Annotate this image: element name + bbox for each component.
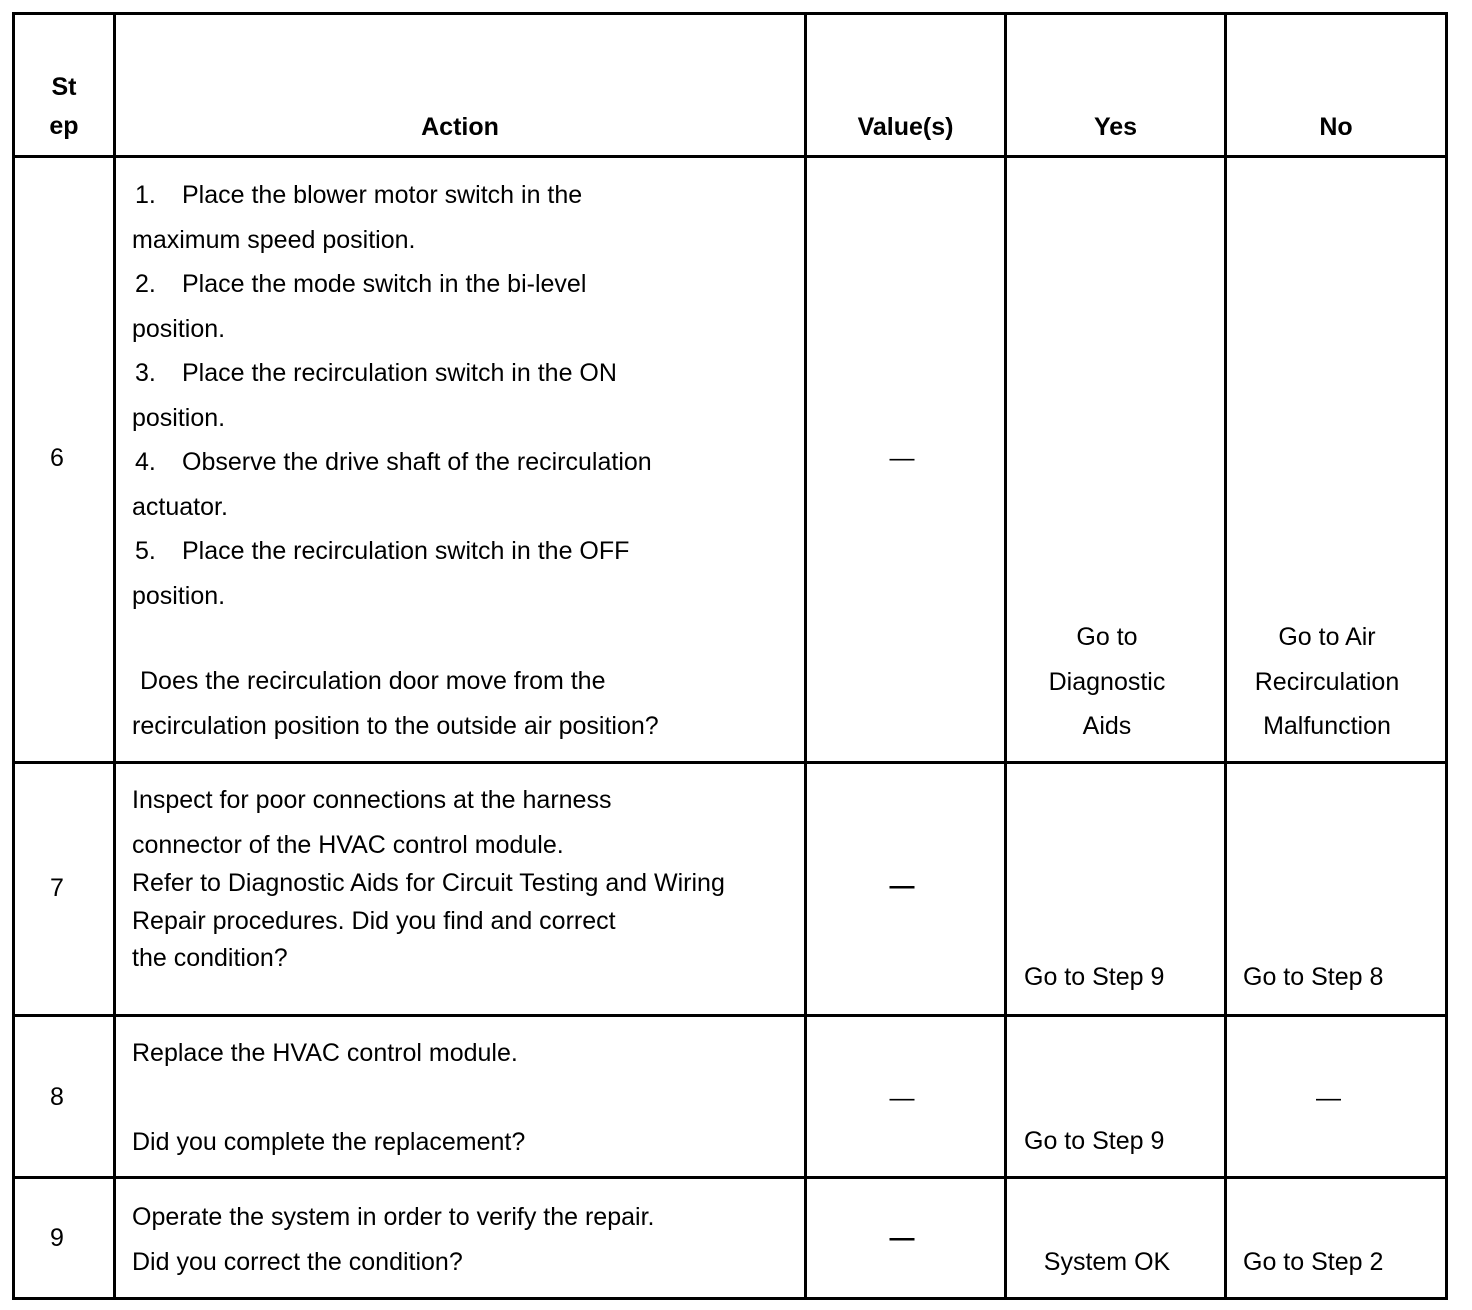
action-step-3: 3. Place the recirculation switch in the ON bbox=[135, 359, 617, 387]
action-step-4-cont: actuator. bbox=[132, 492, 228, 521]
action-step-4: 4. Observe the drive shaft of the recirculation bbox=[135, 448, 652, 476]
action-9: Operate the system in order to verify the repair. Did you correct the condition? bbox=[132, 1203, 655, 1276]
table-border-bottom bbox=[12, 1297, 1448, 1300]
step-number-8: 8 bbox=[50, 1083, 64, 1111]
action-step-1-cont: maximum speed position. bbox=[132, 225, 416, 254]
action-step-5-cont: position. bbox=[132, 581, 226, 610]
action-8a: Replace the HVAC control module. bbox=[132, 1039, 518, 1067]
diagnostic-table bbox=[12, 12, 1448, 1300]
header-step: St ep bbox=[49, 73, 79, 140]
action-step-1: 1. Place the blower motor switch in the bbox=[135, 181, 583, 209]
no-8: — bbox=[1316, 1084, 1341, 1112]
no-6: Go to Air Recirculation Malfunction bbox=[1254, 623, 1400, 740]
yes-9: System OK bbox=[1043, 1248, 1171, 1276]
row-divider-6-7 bbox=[12, 761, 1448, 764]
row-divider-8-9 bbox=[12, 1176, 1448, 1179]
yes-8: Go to Step 9 bbox=[1024, 1127, 1165, 1155]
question-6: Does the recirculation door move from the recirculation position to the outside air position? bbox=[132, 667, 659, 740]
action-8b: Did you complete the replacement? bbox=[132, 1128, 526, 1156]
table-border-top bbox=[12, 12, 1448, 15]
header-no: No bbox=[1319, 113, 1353, 141]
step-number-7: 7 bbox=[50, 874, 64, 902]
no-9: Go to Step 2 bbox=[1243, 1248, 1384, 1276]
yes-6: Go to Diagnostic Aids bbox=[1048, 623, 1166, 740]
step-number-9: 9 bbox=[50, 1224, 64, 1252]
value-9: — bbox=[889, 1224, 915, 1252]
value-8: — bbox=[889, 1084, 915, 1112]
step-number-6: 6 bbox=[50, 444, 64, 472]
column-divider-1 bbox=[113, 12, 116, 1300]
action-step-2-cont: position. bbox=[132, 314, 226, 343]
header-divider bbox=[12, 155, 1448, 158]
action-7b: Refer to Diagnostic Aids for Circuit Testing and Wiring Repair procedures. Did you find and correct the condition? bbox=[132, 869, 725, 972]
action-step-2: 2. Place the mode switch in the bi-level bbox=[135, 270, 587, 298]
table-border-right bbox=[1445, 12, 1448, 1300]
value-7: — bbox=[889, 872, 915, 900]
action-7a: Inspect for poor connections at the harness connector of the HVAC control module. bbox=[132, 786, 612, 859]
no-7: Go to Step 8 bbox=[1243, 963, 1384, 991]
header-action: Action bbox=[421, 113, 499, 141]
header-values: Value(s) bbox=[857, 113, 954, 141]
action-steps-6 bbox=[132, 173, 802, 618]
yes-7: Go to Step 9 bbox=[1024, 963, 1165, 991]
action-step-3-cont: position. bbox=[132, 403, 226, 432]
header-yes: Yes bbox=[1093, 113, 1138, 141]
value-6: — bbox=[889, 444, 915, 472]
action-step-5: 5. Place the recirculation switch in the OFF bbox=[135, 537, 630, 565]
row-divider-7-8 bbox=[12, 1014, 1448, 1017]
